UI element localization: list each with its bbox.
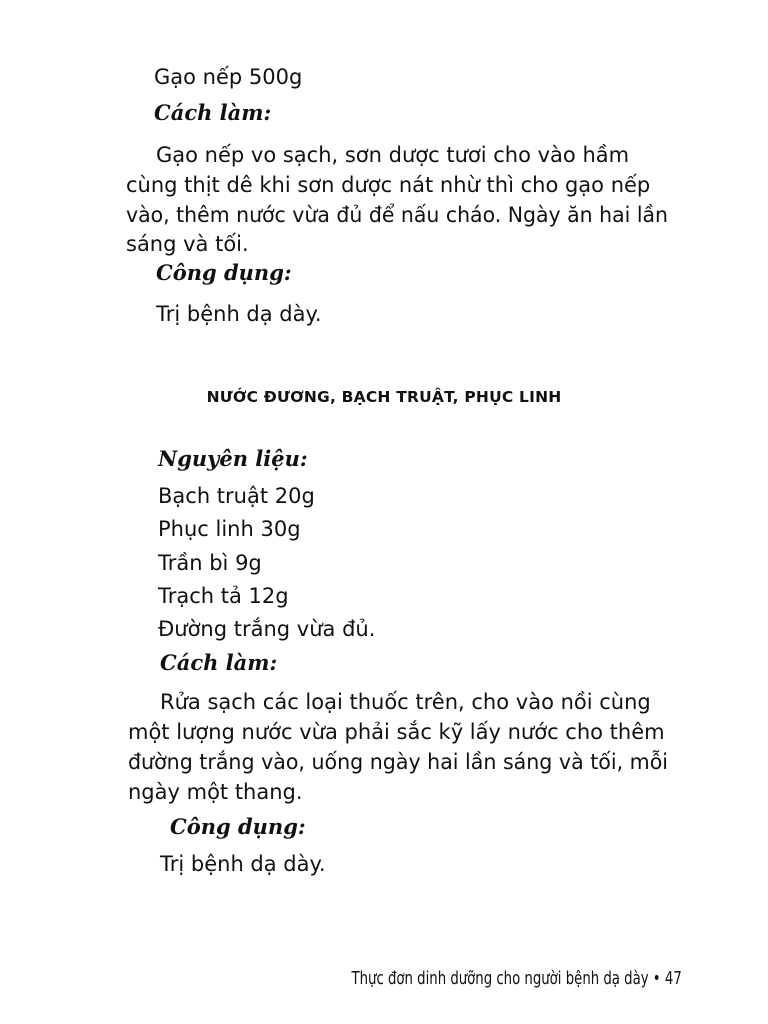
recipe-2-use-text: Trị bệnh dạ dày. [160,852,326,876]
recipe-2-ingredient: Phục linh 30g [158,517,301,541]
recipe-2-ingredient: Trần bì 9g [158,551,262,575]
recipe-1-method-line: Gạo nếp vo sạch, sơn dược tươi cho vào hầm [156,143,630,167]
recipe-1-method-line: sáng và tối. [126,232,249,256]
page-number: 47 [665,968,682,989]
recipe-1-method-line: cùng thịt dê khi sơn dược nát nhừ thì cho gạo nếp [126,173,651,197]
recipe-1-ingredient: Gạo nếp 500g [154,65,303,89]
recipe-2-ingredient: Trạch tả 12g [158,584,289,608]
recipe-2-method-line: Rửa sạch các loại thuốc trên, cho vào nồi cùng [160,690,651,714]
recipe-1-use-heading: Công dụng: [156,260,292,285]
recipe-2-use-heading: Công dụng: [170,814,306,839]
recipe-1-use-text: Trị bệnh dạ dày. [156,302,322,326]
recipe-2-ingredient: Bạch truật 20g [158,484,315,508]
recipe-2-method-line: ngày một thang. [128,780,303,804]
recipe-2-ingredient: Đường trắng vừa đủ. [158,617,376,641]
recipe-1-method-line: vào, thêm nước vừa đủ để nấu cháo. Ngày ăn hai lần [126,203,668,227]
recipe-2-method-line: một lượng nước vừa phải sắc kỹ lấy nước cho thêm [128,720,665,744]
recipe-2-ingredients-heading: Nguyên liệu: [158,446,308,471]
footer-separator: • [653,968,661,989]
running-title: Thực đơn dinh dưỡng cho người bệnh dạ dày [351,968,649,989]
recipe-2-method-heading: Cách làm: [160,650,278,675]
page-footer [352,966,682,992]
recipe-2-title: NƯỚC ĐƯƠNG, BẠCH TRUẬT, PHỤC LINH [206,388,562,406]
recipe-1-method-heading: Cách làm: [154,100,272,125]
recipe-2-method-line: đường trắng vào, uống ngày hai lần sáng và tối, mỗi [128,750,668,774]
